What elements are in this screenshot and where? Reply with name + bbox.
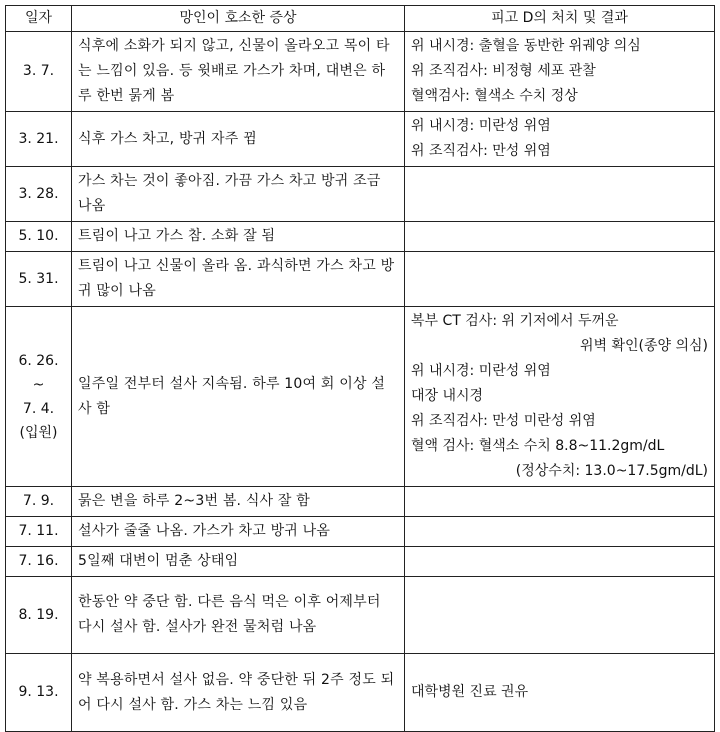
- row-date: 7. 16.: [6, 547, 72, 577]
- row-results: [405, 307, 715, 487]
- date-line: 6. 26.: [18, 352, 59, 369]
- row-date: 3. 21.: [6, 112, 72, 167]
- row-results: [405, 517, 715, 547]
- row-results: [405, 252, 715, 307]
- row-date: 8. 19.: [6, 577, 72, 654]
- result-line: 위 내시경: 출혈을 동반한 위궤양 의심: [411, 38, 641, 54]
- date-line: ~: [32, 376, 45, 393]
- table-row: [6, 112, 715, 167]
- table-row: [6, 167, 715, 222]
- row-results: [405, 222, 715, 252]
- row-date: 7. 11.: [6, 517, 72, 547]
- date-line: 7. 4.: [22, 400, 55, 417]
- table-row: [6, 517, 715, 547]
- result-line: 대장 내시경: [411, 388, 484, 404]
- row-results: [405, 547, 715, 577]
- header-row: [6, 6, 715, 32]
- row-results: [405, 167, 715, 222]
- row-results: [405, 654, 715, 732]
- row-date: 3. 7.: [6, 32, 72, 112]
- row-symptoms: 한동안 약 중단 함. 다른 음식 먹은 이후 어제부터 다시 설사 함. 설사가 완전 물처럼 나옴: [72, 577, 405, 654]
- row-results: [405, 577, 715, 654]
- row-symptoms: 트림이 나고 신물이 올라 옴. 과식하면 가스 차고 방귀 많이 나옴: [72, 252, 405, 307]
- header-results: 피고 D의 처치 및 결과: [405, 6, 715, 32]
- table-row: [6, 577, 715, 654]
- result-line: 위 내시경: 미란성 위염: [411, 363, 551, 379]
- medical-record-table: [5, 5, 715, 732]
- row-symptoms: 트림이 나고 가스 참. 소화 잘 됨: [72, 222, 405, 252]
- result-line: 대학병원 진료 권유: [411, 684, 529, 700]
- row-date: 5. 31.: [6, 252, 72, 307]
- row-results: [405, 32, 715, 112]
- row-date: 9. 13.: [6, 654, 72, 732]
- result-line: 혈액 검사: 혈색소 수치 8.8~11.2gm/dL: [411, 438, 665, 454]
- row-date: 3. 28.: [6, 167, 72, 222]
- row-date: [6, 307, 72, 487]
- row-symptoms: 5일째 대변이 멈춘 상태임: [72, 547, 405, 577]
- table-row: [6, 547, 715, 577]
- date-line: (입원): [19, 424, 58, 441]
- table-row: [6, 654, 715, 732]
- result-line: 위 조직검사: 만성 위염: [411, 143, 551, 159]
- row-date: 5. 10.: [6, 222, 72, 252]
- table-row: [6, 32, 715, 112]
- row-symptoms: 묽은 변을 하루 2~3번 봄. 식사 잘 함: [72, 487, 405, 517]
- row-results: [405, 487, 715, 517]
- result-line: (정상수치: 13.0~17.5gm/dL): [515, 463, 708, 479]
- table-row: [6, 307, 715, 487]
- table-row: [6, 252, 715, 307]
- header-symptoms: 망인이 호소한 증상: [72, 6, 405, 32]
- result-line: 혈액검사: 혈색소 수치 정상: [411, 88, 578, 104]
- row-date: 7. 9.: [6, 487, 72, 517]
- header-date: 일자: [6, 6, 72, 32]
- row-symptoms: 식후 가스 차고, 방귀 자주 뀜: [72, 112, 405, 167]
- row-results: [405, 112, 715, 167]
- table-row: [6, 222, 715, 252]
- result-line: 복부 CT 검사: 위 기저에서 두꺼운: [411, 313, 619, 329]
- row-symptoms: 약 복용하면서 설사 없음. 약 중단한 뒤 2주 정도 되어 다시 설사 함. 가스 차는 느낌 있음: [72, 654, 405, 732]
- row-symptoms: 식후에 소화가 되지 않고, 신물이 올라오고 목이 타는 느낌이 있음. 등 윗배로 가스가 차며, 대변은 하루 한번 묽게 봄: [72, 32, 405, 112]
- row-symptoms: 설사가 줄줄 나옴. 가스가 차고 방귀 나옴: [72, 517, 405, 547]
- result-line: 위 조직검사: 비정형 세포 관찰: [411, 63, 596, 79]
- result-line: 위 내시경: 미란성 위염: [411, 118, 551, 134]
- result-line: 위벽 확인(종양 의심): [579, 338, 708, 354]
- row-symptoms: 일주일 전부터 설사 지속됨. 하루 10여 회 이상 설사 함: [72, 307, 405, 487]
- result-line: 위 조직검사: 만성 미란성 위염: [411, 413, 596, 429]
- row-symptoms: 가스 차는 것이 좋아짐. 가끔 가스 차고 방귀 조금 나옴: [72, 167, 405, 222]
- table-row: [6, 487, 715, 517]
